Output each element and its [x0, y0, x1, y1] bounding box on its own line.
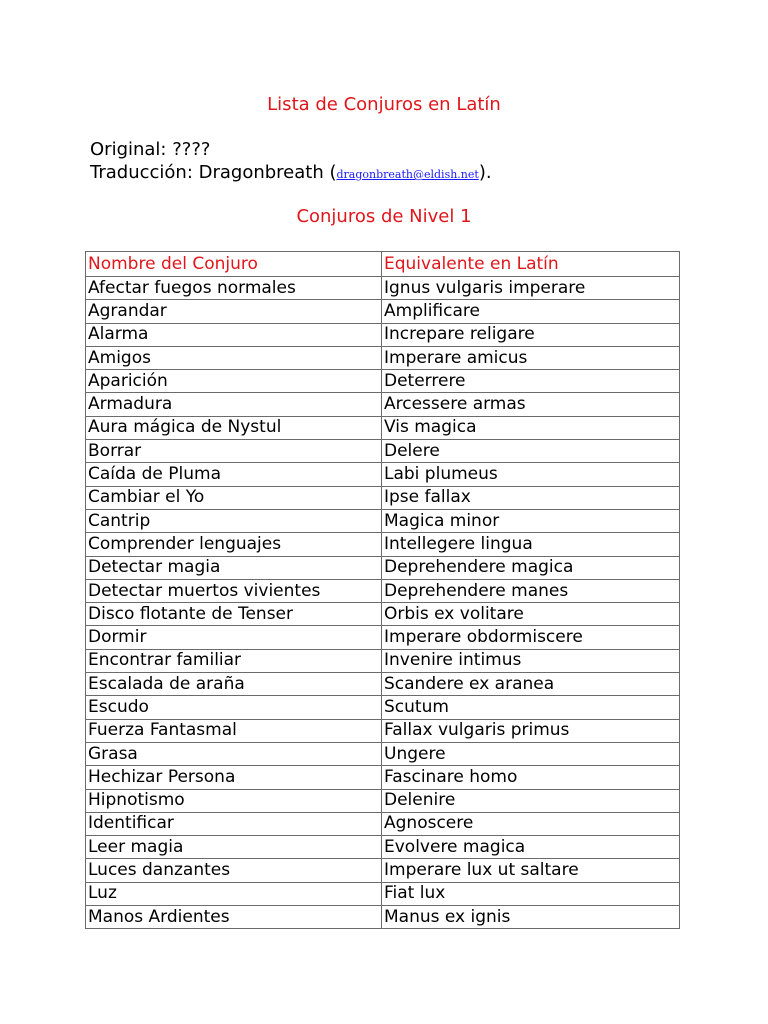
- page-title: Lista de Conjuros en Latín: [267, 94, 501, 115]
- spell-name-cell: Comprender lenguajes: [86, 533, 382, 556]
- original-author-line: Original: ????: [90, 139, 211, 160]
- spell-name-cell: Luz: [86, 882, 382, 905]
- table-row: [86, 370, 680, 393]
- latin-equivalent-cell: Fiat lux: [382, 882, 680, 905]
- spell-name-cell: Detectar muertos vivientes: [86, 579, 382, 602]
- table-row: [86, 346, 680, 369]
- table-row: [86, 486, 680, 509]
- spell-name-cell: Luces danzantes: [86, 859, 382, 882]
- latin-equivalent-cell: Manus ex ignis: [382, 906, 680, 929]
- latin-equivalent-cell: Evolvere magica: [382, 836, 680, 859]
- latin-equivalent-cell: Delere: [382, 440, 680, 463]
- spell-name-cell: Fuerza Fantasmal: [86, 719, 382, 742]
- table-row: [86, 649, 680, 672]
- latin-equivalent-cell: Fallax vulgaris primus: [382, 719, 680, 742]
- spell-name-cell: Manos Ardientes: [86, 906, 382, 929]
- spell-name-cell: Caída de Pluma: [86, 463, 382, 486]
- spell-name-cell: Armadura: [86, 393, 382, 416]
- table-row: [86, 696, 680, 719]
- spell-name-cell: Dormir: [86, 626, 382, 649]
- spell-table: [85, 251, 680, 929]
- table-row: [86, 742, 680, 765]
- table-row: [86, 533, 680, 556]
- section-title: Conjuros de Nivel 1: [296, 206, 472, 227]
- latin-equivalent-cell: Arcessere armas: [382, 393, 680, 416]
- latin-equivalent-cell: Scandere ex aranea: [382, 673, 680, 696]
- spell-name-cell: Cantrip: [86, 509, 382, 532]
- table-row: [86, 812, 680, 835]
- latin-equivalent-cell: Imperare obdormiscere: [382, 626, 680, 649]
- spell-name-cell: Encontrar familiar: [86, 649, 382, 672]
- spell-name-cell: Agrandar: [86, 300, 382, 323]
- latin-equivalent-cell: Invenire intimus: [382, 649, 680, 672]
- spell-name-cell: Escudo: [86, 696, 382, 719]
- table-row: [86, 440, 680, 463]
- latin-equivalent-cell: Increpare religare: [382, 323, 680, 346]
- table-row: [86, 603, 680, 626]
- email-link[interactable]: dragonbreath@eldish.net: [336, 168, 479, 181]
- latin-equivalent-cell: Ungere: [382, 742, 680, 765]
- latin-equivalent-cell: Ignus vulgaris imperare: [382, 277, 680, 300]
- table-row: [86, 300, 680, 323]
- table-row: [86, 416, 680, 439]
- spell-name-cell: Disco flotante de Tenser: [86, 603, 382, 626]
- spell-name-cell: Borrar: [86, 440, 382, 463]
- table-row: [86, 719, 680, 742]
- table-row: [86, 323, 680, 346]
- table-row: [86, 836, 680, 859]
- spell-name-cell: Afectar fuegos normales: [86, 277, 382, 300]
- credits-block: [90, 138, 492, 186]
- latin-equivalent-cell: Labi plumeus: [382, 463, 680, 486]
- table-row: [86, 626, 680, 649]
- header-spell-name: Nombre del Conjuro: [86, 252, 382, 277]
- latin-equivalent-cell: Fascinare homo: [382, 766, 680, 789]
- latin-equivalent-cell: Imperare amicus: [382, 346, 680, 369]
- latin-equivalent-cell: Agnoscere: [382, 812, 680, 835]
- latin-equivalent-cell: Deterrere: [382, 370, 680, 393]
- spell-name-cell: Leer magia: [86, 836, 382, 859]
- table-row: [86, 277, 680, 300]
- spell-name-cell: Cambiar el Yo: [86, 486, 382, 509]
- header-latin-equivalent: Equivalente en Latín: [382, 252, 680, 277]
- latin-equivalent-cell: Amplificare: [382, 300, 680, 323]
- latin-equivalent-cell: Delenire: [382, 789, 680, 812]
- spell-name-cell: Escalada de araña: [86, 673, 382, 696]
- table-row: [86, 882, 680, 905]
- table-row: [86, 789, 680, 812]
- latin-equivalent-cell: Intellegere lingua: [382, 533, 680, 556]
- spell-table-body: [86, 277, 680, 929]
- translation-line: [90, 161, 492, 186]
- table-row: [86, 556, 680, 579]
- spell-name-cell: Alarma: [86, 323, 382, 346]
- table-row: [86, 673, 680, 696]
- spell-name-cell: Grasa: [86, 742, 382, 765]
- latin-equivalent-cell: Imperare lux ut saltare: [382, 859, 680, 882]
- table-row: [86, 579, 680, 602]
- table-row: [86, 463, 680, 486]
- latin-equivalent-cell: Deprehendere magica: [382, 556, 680, 579]
- table-header-row: [86, 252, 680, 277]
- latin-equivalent-cell: Magica minor: [382, 509, 680, 532]
- spell-name-cell: Hipnotismo: [86, 789, 382, 812]
- spell-name-cell: Amigos: [86, 346, 382, 369]
- latin-equivalent-cell: Vis magica: [382, 416, 680, 439]
- table-row: [86, 393, 680, 416]
- table-row: [86, 509, 680, 532]
- spell-name-cell: Detectar magia: [86, 556, 382, 579]
- table-row: [86, 906, 680, 929]
- latin-equivalent-cell: Scutum: [382, 696, 680, 719]
- spell-name-cell: Aparición: [86, 370, 382, 393]
- table-row: [86, 859, 680, 882]
- spell-name-cell: Identificar: [86, 812, 382, 835]
- translation-suffix: ).: [478, 162, 492, 183]
- latin-equivalent-cell: Deprehendere manes: [382, 579, 680, 602]
- translation-prefix: Traducción: Dragonbreath (: [90, 162, 337, 183]
- latin-equivalent-cell: Ipse fallax: [382, 486, 680, 509]
- spell-name-cell: Hechizar Persona: [86, 766, 382, 789]
- table-row: [86, 766, 680, 789]
- latin-equivalent-cell: Orbis ex volitare: [382, 603, 680, 626]
- spell-name-cell: Aura mágica de Nystul: [86, 416, 382, 439]
